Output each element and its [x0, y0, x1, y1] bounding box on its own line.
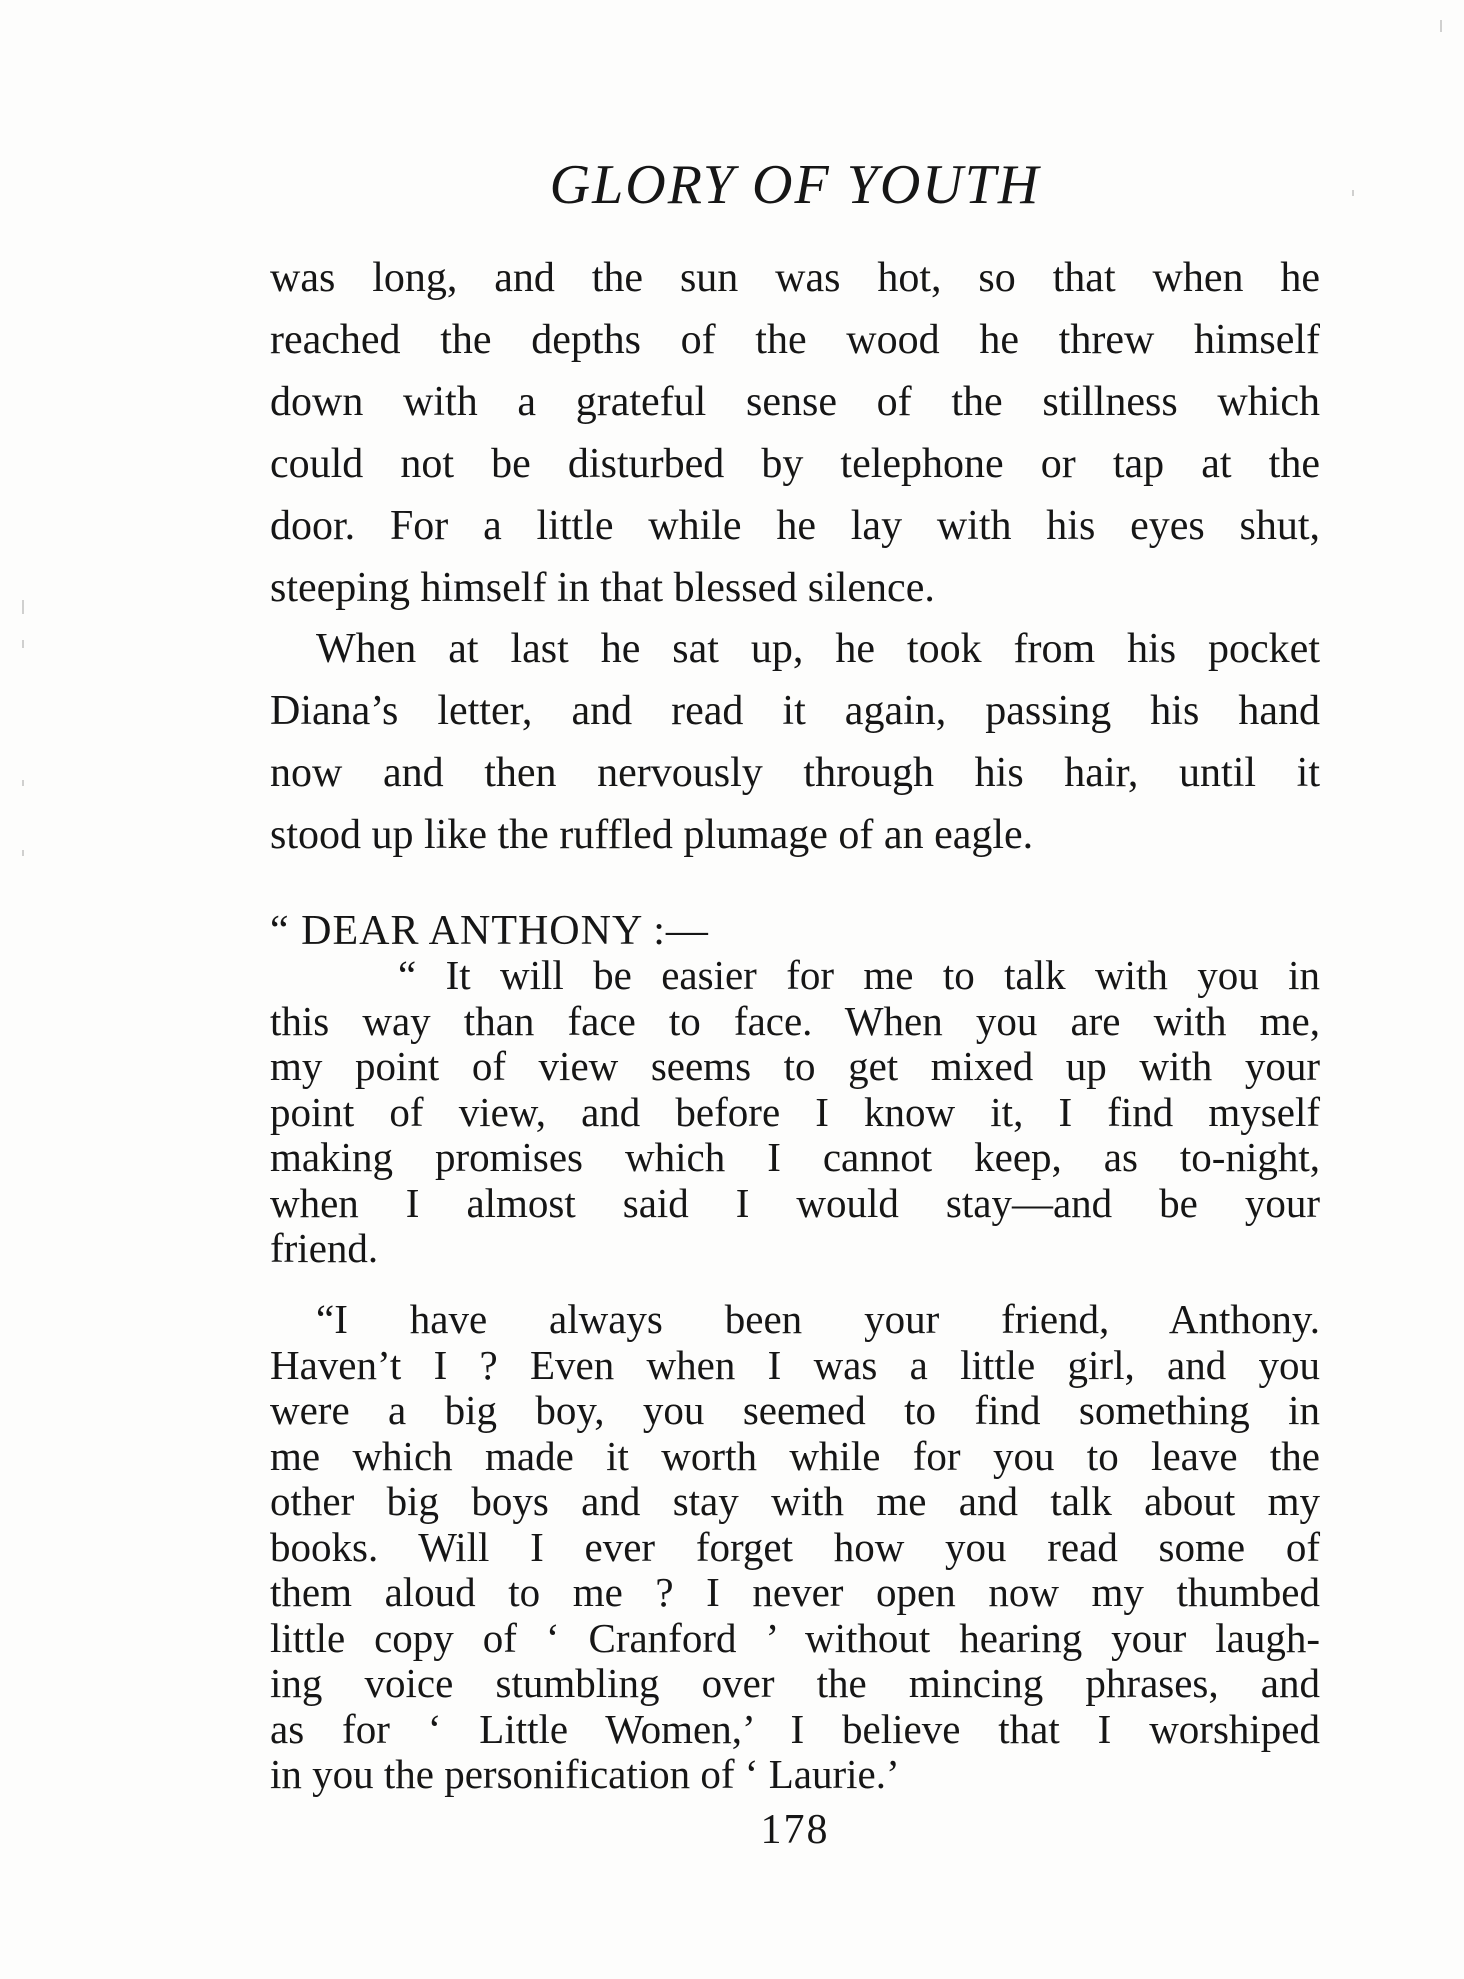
text-line: down with a grateful sense of the stillness which — [270, 379, 1320, 425]
text-line: could not be disturbed by telephone or tap at the — [270, 441, 1320, 487]
text-line: point of view, and before I know it, I find myself — [270, 1088, 1320, 1135]
scan-speck — [1440, 20, 1442, 32]
text-line: were a big boy, you seemed to find something in — [270, 1387, 1320, 1433]
text-line: now and then nervously through his hair, until it — [270, 750, 1320, 796]
text-line: “ It will be easier for me to talk with you in — [398, 952, 1320, 998]
text-line: them aloud to me ? I never open now my thumbed — [270, 1569, 1320, 1615]
letter-salutation: “ DEAR ANTHONY :— — [270, 908, 709, 954]
text-line: friend. — [270, 1225, 379, 1271]
scan-speck — [22, 850, 24, 856]
text-line: reached the depths of the wood he threw himself — [270, 317, 1320, 363]
text-line: ing voice stumbling over the mincing phrases, and — [270, 1660, 1320, 1706]
narrative-paragraph-1 — [270, 247, 1320, 619]
text-line: Diana’s letter, and read it again, passing his hand — [270, 688, 1320, 734]
letter-paragraph-1 — [270, 953, 1320, 1272]
text-line: my point of view seems to get mixed up with your — [270, 1043, 1320, 1089]
scan-speck — [22, 780, 24, 786]
text-line: door. For a little while he lay with his eyes shut, — [270, 503, 1320, 549]
text-line: stood up like the ruffled plumage of an eagle. — [270, 812, 1034, 858]
text-line: other big boys and stay with me and talk about my — [270, 1478, 1320, 1524]
text-line: Haven’t I ? Even when I was a little girl, and you — [270, 1341, 1320, 1388]
scan-speck — [22, 600, 24, 614]
text-line: as for ‘ Little Women,’ I believe that I worshiped — [270, 1705, 1320, 1752]
text-line: me which made it worth while for you to leave the — [270, 1432, 1320, 1479]
running-head: GLORY OF YOUTH — [549, 154, 1041, 216]
text-line: making promises which I cannot keep, as to-night, — [270, 1134, 1320, 1180]
narrative-paragraph-2 — [270, 618, 1320, 866]
text-line: “I have always been your friend, Anthony. — [316, 1296, 1320, 1342]
text-line: books. Will I ever forget how you read some of — [270, 1523, 1320, 1570]
scan-speck — [1352, 190, 1354, 196]
page-number: 178 — [760, 1807, 830, 1853]
letter-paragraph-2 — [270, 1297, 1320, 1798]
scan-speck — [22, 640, 24, 648]
text-line: little copy of ‘ Cranford ’ without hearing your laugh- — [270, 1614, 1320, 1661]
text-line: When at last he sat up, he took from his pocket — [316, 626, 1320, 672]
text-line: in you the personification of ‘ Laurie.’ — [270, 1751, 900, 1797]
text-line: when I almost said I would stay—and be your — [270, 1179, 1320, 1226]
text-line: was long, and the sun was hot, so that when he — [270, 255, 1320, 301]
text-line: this way than face to face. When you are with me, — [270, 997, 1320, 1044]
text-line: steeping himself in that blessed silence. — [270, 565, 935, 611]
